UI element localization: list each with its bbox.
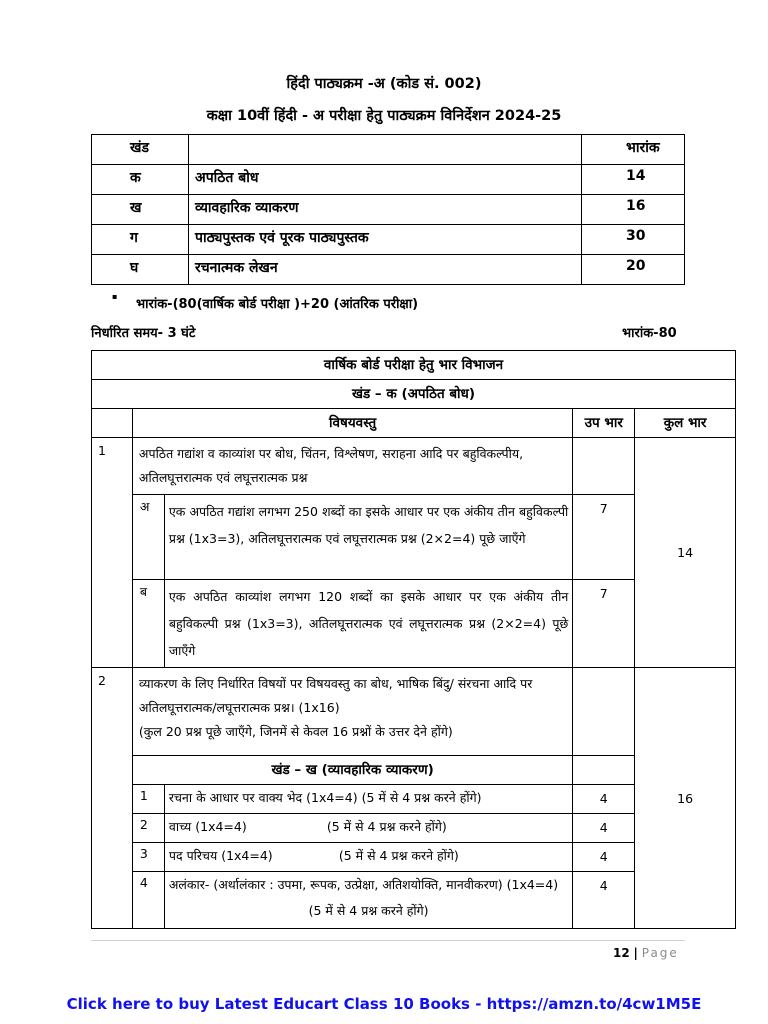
item-text-note: (5 में से 4 प्रश्न करने होंगे) [308,903,429,918]
item-marks: 4 [573,872,635,929]
page-number [613,946,679,960]
total-marks-header: कुल भार [635,409,736,438]
section-marks: 30 [582,225,685,255]
question-number: 2 [92,668,133,929]
section-letter: ग [92,225,189,255]
bullet-dot: ▪ [112,292,118,301]
section-letter: घ [92,255,189,285]
item-text-main: पद परिचय (1x4=4) [168,848,273,863]
item-text: एक अपठित काव्यांश लगभग 120 शब्दों का इसके आधार पर एक अंकीय तीन बहुविकल्पी प्रश्न (1x3=3), अतिलघूत्तरात्मक एवं लघूत्तरात्मक प्रश्न (2×2=4) पूछे जाएँगे [164,580,572,668]
question-description: अपठित गद्यांश व काव्यांश पर बोध, चिंतन, विश्लेषण, सराहना आदि पर बहुविकल्पीय, अतिलघूत्तरात्मक एवं लघूत्तरात्मक प्रश्न [132,438,572,495]
section-name: रचनात्मक लेखन [189,255,582,285]
marks-cell [573,756,635,785]
table-row [92,225,685,255]
item-text [164,872,572,929]
table-header-row [92,135,685,165]
section-name: पाठ्यपुस्तक एवं पूरक पाठ्यपुस्तक [189,225,582,255]
question-number: 1 [92,438,133,668]
section-name: व्यावहारिक व्याकरण [189,195,582,225]
question-total-marks: 16 [635,668,736,929]
sub-marks-header: उप भार [573,409,635,438]
item-text: रचना के आधार पर वाक्य भेद (1x4=4) (5 में से 4 प्रश्न करने होंगे) [164,785,572,814]
table-row [92,165,685,195]
item-text [164,814,572,843]
item-label: अ [132,495,164,580]
item-text-main: वाच्य (1x4=4) [168,819,247,834]
column-header-row [92,409,736,438]
header-marks: भारांक [582,135,685,165]
document-subtitle: कक्षा 10वीं हिंदी - अ परीक्षा हेतु पाठ्यक्रम विनिर्देशन 2024-25 [206,108,562,124]
section-marks: 14 [582,165,685,195]
section-letter: क [92,165,189,195]
marks-note: भारांक-(80(वार्षिक बोर्ड परीक्षा )+20 (आंतरिक परीक्षा) [136,297,419,312]
item-text-note: (5 में से 4 प्रश्न करने होंगे) [326,819,447,834]
item-text-main: अलंकार- (अर्थालंकार : उपमा, रूपक, उत्प्रेक्षा, अतिशयोक्ति, मानवीकरण) (1x4=4) [168,877,559,892]
page-label: Page [641,946,679,960]
serial-header [92,409,133,438]
table-row [92,255,685,285]
header-section: खंड [92,135,189,165]
section-marks-table [91,134,685,285]
item-marks: 4 [573,814,635,843]
header-blank [189,135,582,165]
item-label: 1 [132,785,164,814]
table-row [92,668,736,756]
weightage-table [91,350,736,929]
item-label: 2 [132,814,164,843]
table-row [92,195,685,225]
item-text [164,843,572,872]
question-description-note: (कुल 20 प्रश्न पूछे जाएँगे, जिनमें से केवल 16 प्रश्नों के उत्तर देने होंगे) [138,724,453,739]
item-text-note: (5 में से 4 प्रश्न करने होंगे) [338,848,459,863]
section-marks: 20 [582,255,685,285]
marks-cell [573,668,635,756]
question-description-line: व्याकरण के लिए निर्धारित विषयों पर विषयवस्तु का बोध, भाषिक बिंदु/ संरचना आदि पर अतिलघूत्तरात्मक/लघूत्तरात्मक प्रश्न। (1x16) [138,676,533,715]
content-header: विषयवस्तु [132,409,572,438]
item-marks: 4 [573,843,635,872]
footer-divider [91,940,685,941]
item-label: ब [132,580,164,668]
item-label: 4 [132,872,164,929]
section-name: अपठित बोध [189,165,582,195]
buy-books-link[interactable]: Click here to buy Latest Educart Class 10 Books - https://amzn.to/4cw1M5E [66,995,702,1013]
item-marks: 7 [573,495,635,580]
table-row [92,438,736,495]
document-title: हिंदी पाठ्यक्रम -अ (कोड सं. 002) [286,76,482,92]
weightage-title: वार्षिक बोर्ड परीक्षा हेतु भार विभाजन [92,351,736,380]
marks-cell [573,438,635,495]
item-text: एक अपठित गद्यांश लगभग 250 शब्दों का इसके आधार पर एक अंकीय तीन बहुविकल्पी प्रश्न (1x3=3), अतिलघूत्तरात्मक एवं लघूत्तरात्मक प्रश्न (2×2=4) पूछे जाएँगे [164,495,572,580]
page-number-separator: | [633,946,638,960]
page-number-value: 12 [613,946,630,960]
item-marks: 4 [573,785,635,814]
section-a-heading: खंड – क (अपठित बोध) [92,380,736,409]
section-marks: 16 [582,195,685,225]
time-allowed: निर्धारित समय- 3 घंटे [91,326,196,341]
question-description [132,668,572,756]
section-letter: ख [92,195,189,225]
item-marks: 7 [573,580,635,668]
total-marks: भारांक-80 [622,326,677,341]
question-total-marks: 14 [635,438,736,668]
item-label: 3 [132,843,164,872]
section-b-heading: खंड – ख (व्यावहारिक व्याकरण) [132,756,572,785]
